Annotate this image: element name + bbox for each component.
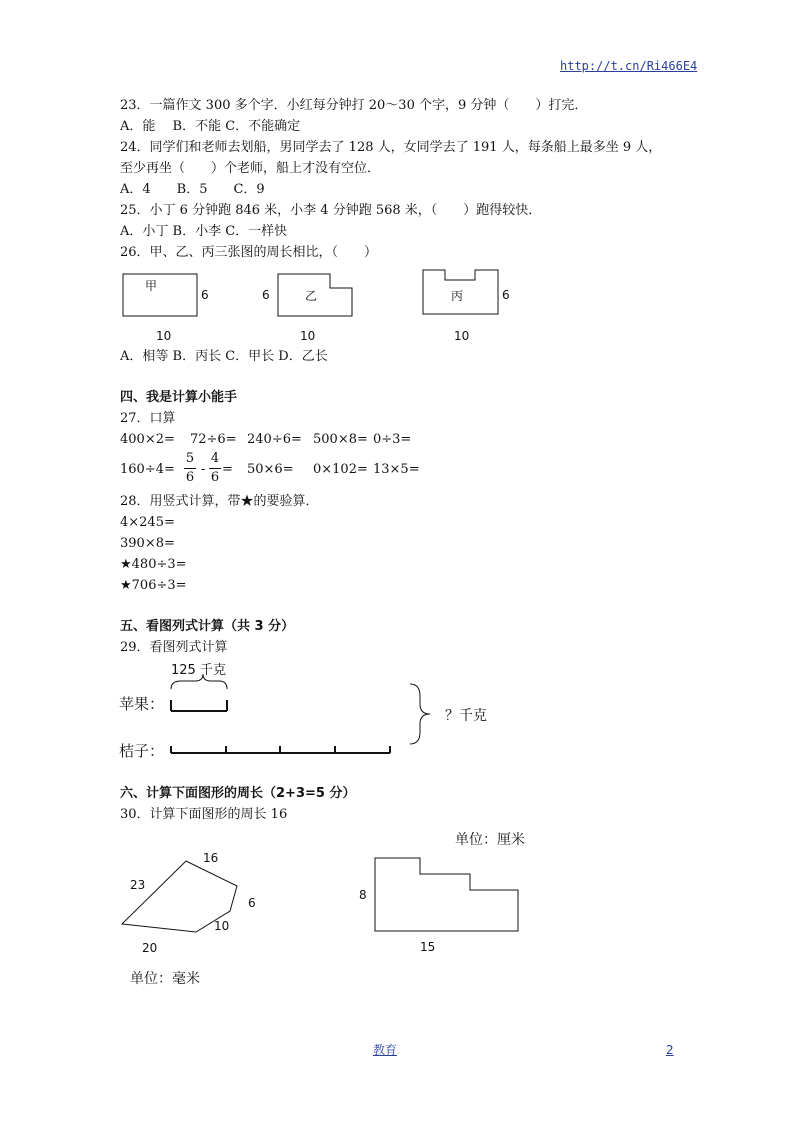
q28-item-4: ★706÷3=: [120, 578, 187, 593]
frac-equals: =: [222, 462, 233, 477]
section6-title: 六、计算下面图形的周长（2+3=5 分）: [120, 786, 356, 801]
q28-item-2: 390×8=: [120, 536, 175, 551]
q29-diagram: [115, 656, 505, 764]
figure-bing-height: 6: [502, 288, 510, 302]
frac1-denominator: 6: [185, 470, 195, 485]
header-url[interactable]: http://t.cn/Ri466E4: [560, 59, 698, 73]
q27-r1-c4: 500×8=: [313, 432, 368, 447]
page-number: 2: [666, 1043, 674, 1057]
q23-options: A．能 B．不能 C．不能确定: [120, 119, 301, 134]
figure-jia-label: 甲: [145, 279, 158, 293]
q29-apple-label: 苹果：: [119, 695, 165, 713]
q27-r2-c5: 13×5=: [373, 462, 420, 477]
q26-figures: [110, 262, 530, 350]
q24-line1: 24．同学们和老师去划船，男同学去了 128 人，女同学去了 191 人，每条船上最多坐 9 人，: [120, 140, 662, 155]
figure-jia-width: 10: [156, 329, 172, 343]
q29-orange-label: 桔子：: [119, 742, 165, 760]
q26-text: 26．甲、乙、丙三张图的周长相比，（ ）: [120, 245, 378, 260]
q24-options: A．4 B．5 C．9: [120, 182, 265, 197]
q29-title: 29．看图列式计算: [120, 640, 228, 655]
q30-step-shape: [375, 858, 518, 931]
q25-options: A．小丁 B．小李 C．一样快: [120, 224, 288, 239]
q27-title: 27．口算: [120, 411, 176, 426]
step-shape-height: 8: [359, 888, 367, 902]
pentagon-side-20: 20: [142, 941, 158, 955]
q28-title: 28．用竖式计算，带★的要验算．: [120, 494, 319, 509]
pentagon-side-16: 16: [203, 851, 219, 865]
figure-bing-label: 丙: [451, 289, 464, 303]
shape1-unit: 单位：毫米: [130, 971, 200, 987]
section4-title: 四、我是计算小能手: [120, 390, 238, 405]
pentagon-side-6: 6: [248, 896, 256, 910]
q26-options: A．相等 B．丙长 C．甲长 D．乙长: [120, 349, 328, 364]
frac2-denominator: 6: [210, 470, 220, 485]
pentagon-side-23: 23: [130, 878, 146, 892]
q28-item-1: 4×245=: [120, 515, 175, 530]
figure-bing-width: 10: [454, 329, 470, 343]
q29-question: ？千克: [445, 708, 487, 724]
frac1-numerator: 5: [185, 451, 195, 466]
figure-jia-shape: [123, 274, 197, 316]
shape2-unit: 单位：厘米: [455, 832, 525, 848]
q29-right-brace: [410, 684, 430, 744]
q25-text: 25．小丁 6 分钟跑 846 米，小李 4 分钟跑 568 米，（ ）跑得较快．: [120, 203, 542, 218]
figure-yi-height: 6: [262, 288, 270, 302]
q27-r1-c5: 0÷3=: [373, 432, 412, 447]
minus-sign: -: [201, 462, 206, 477]
q30-title: 30．计算下面图形的周长 16: [120, 807, 288, 822]
figure-jia-height: 6: [201, 288, 209, 302]
frac1-bar: [184, 468, 196, 469]
q27-r1-c2: 72÷6=: [190, 432, 237, 447]
figure-yi-width: 10: [300, 329, 316, 343]
q28-item-3: ★480÷3=: [120, 557, 187, 572]
section5-title: 五、看图列式计算（共 3 分）: [120, 619, 295, 634]
frac2-numerator: 4: [210, 451, 220, 466]
q23-text: 23．一篇作文 300 多个字．小红每分钟打 20～30 个字，9 分钟（ ）打完．: [120, 98, 588, 113]
frac2-bar: [209, 468, 221, 469]
q30-figures: [110, 826, 540, 996]
q29-weight-label: 125 千克: [171, 663, 226, 678]
q24-line2: 至少再坐（ ）个老师，船上才没有空位．: [120, 161, 381, 176]
q27-r1-c3: 240÷6=: [247, 432, 302, 447]
q27-r2-c3: 50×6=: [247, 462, 294, 477]
pentagon-side-10: 10: [214, 919, 230, 933]
figure-yi-label: 乙: [305, 289, 318, 303]
step-shape-width: 15: [420, 940, 436, 954]
q27-r2-c1: 160÷4=: [120, 462, 175, 477]
q27-r2-c4: 0×102=: [313, 462, 368, 477]
footer-link[interactable]: 教育: [373, 1043, 398, 1057]
q27-r1-c1: 400×2=: [120, 432, 175, 447]
